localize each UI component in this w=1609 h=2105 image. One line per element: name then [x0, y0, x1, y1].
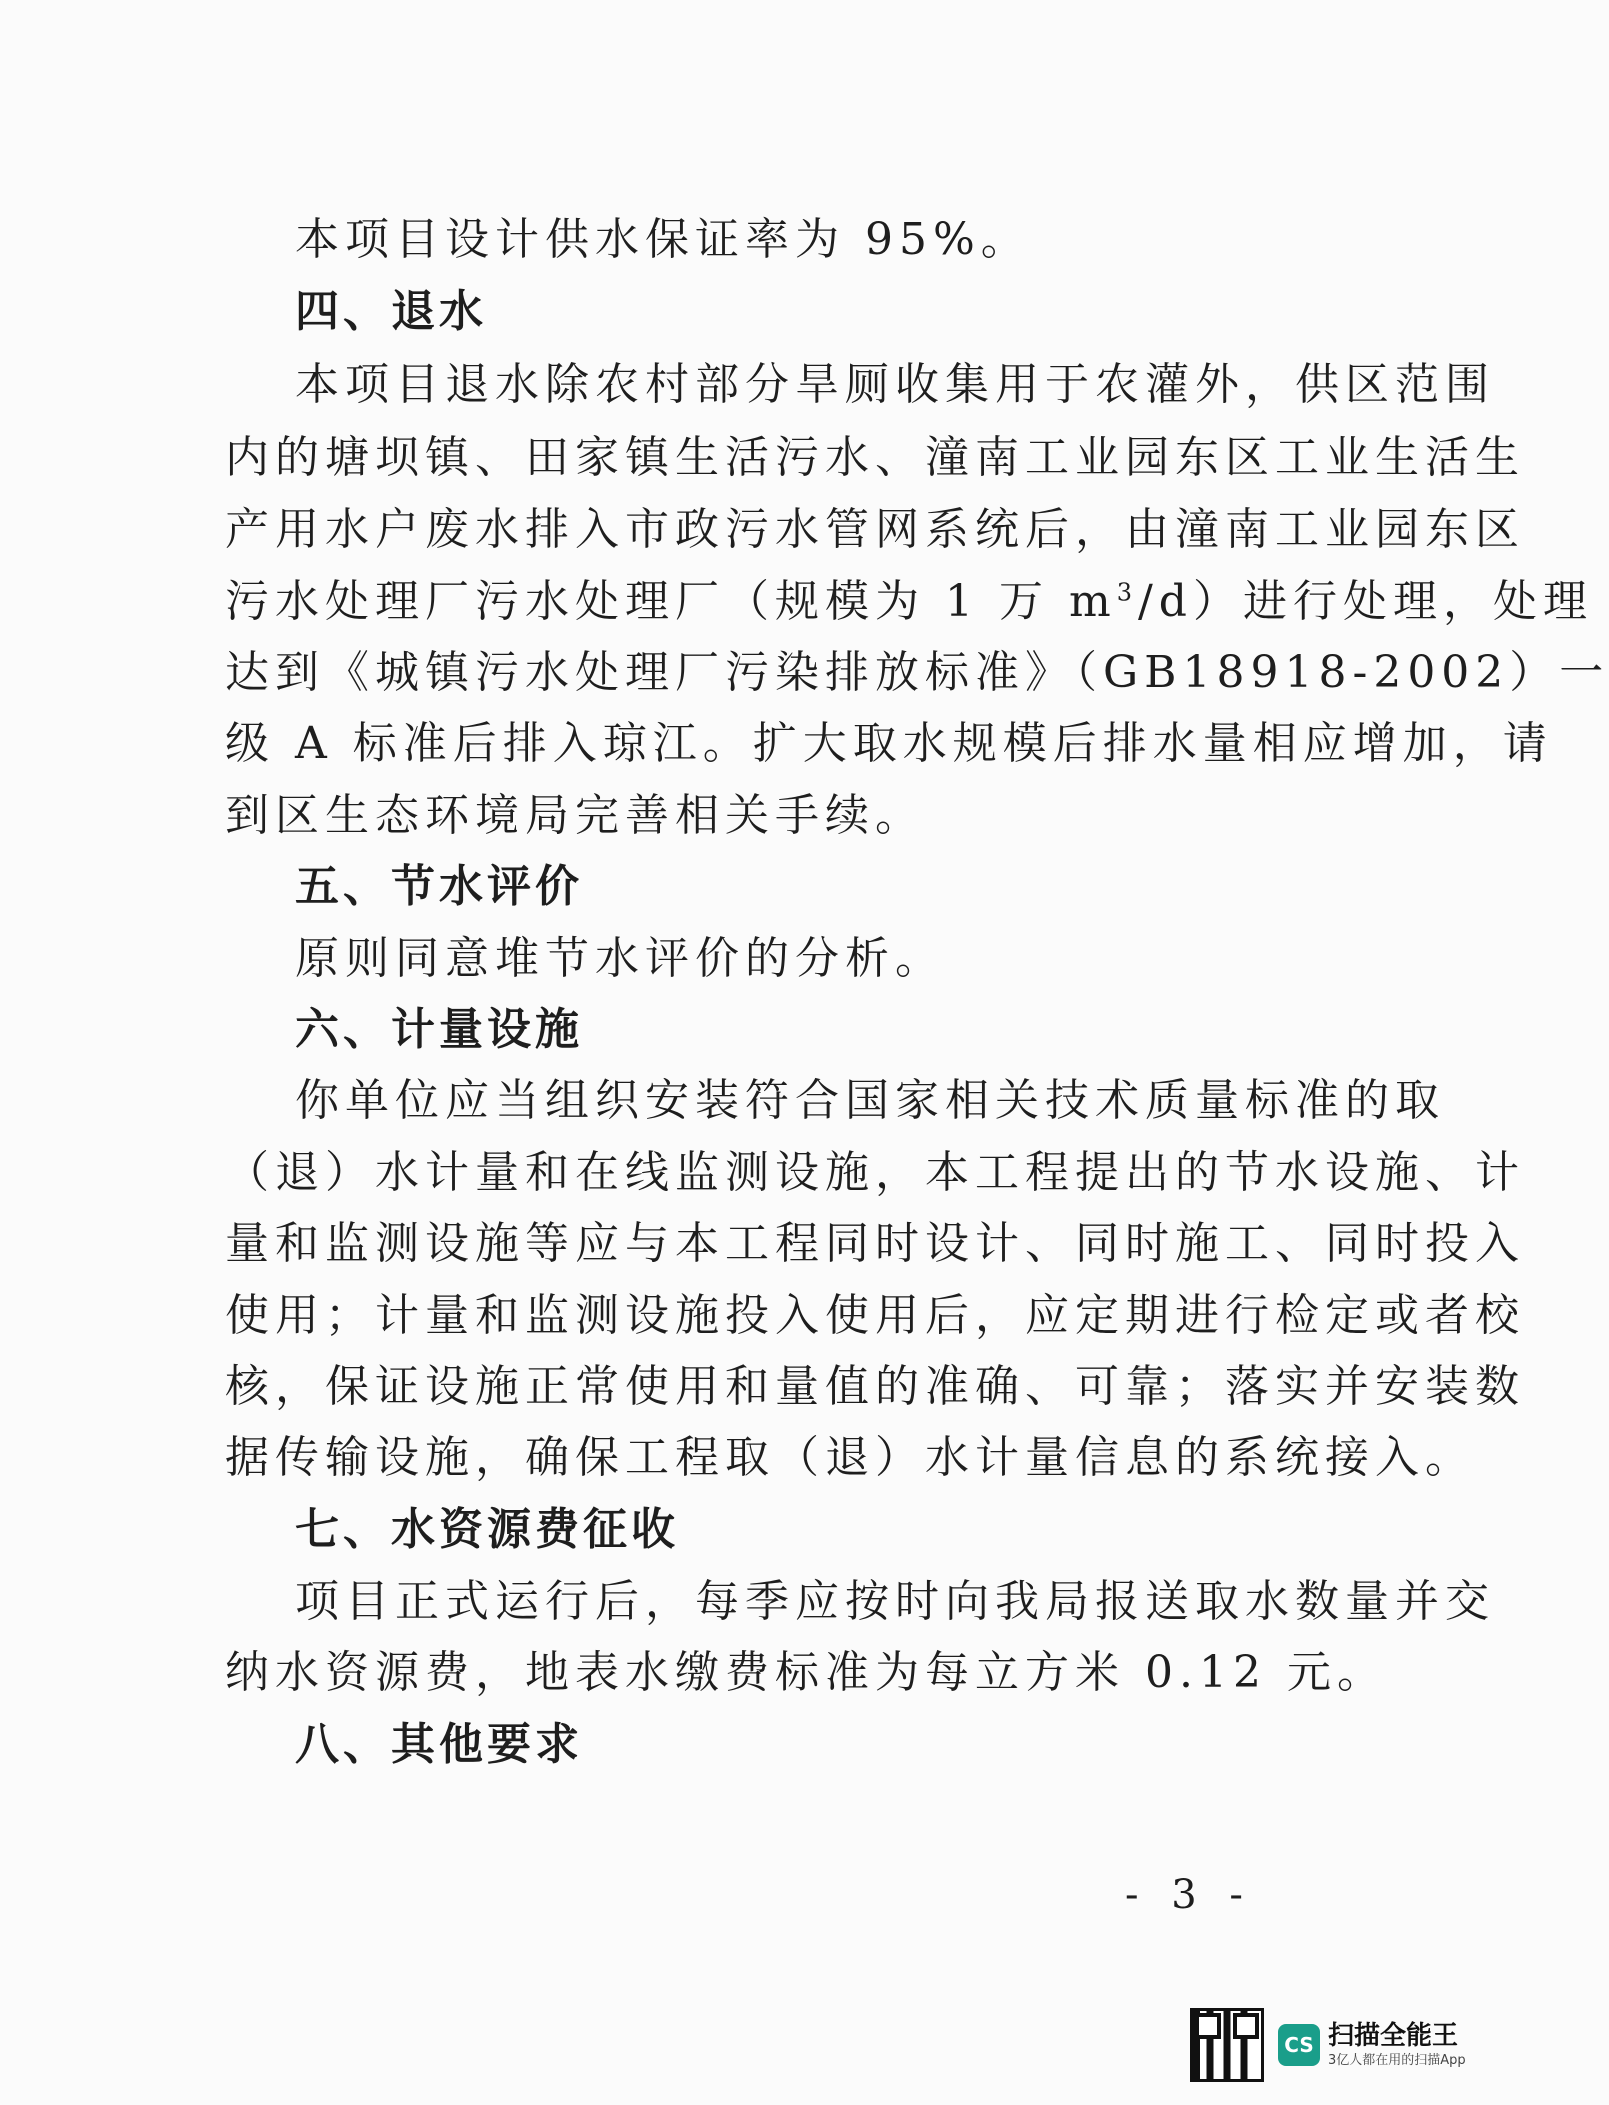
brand-tagline: 3亿人都在用的扫描App	[1328, 2053, 1466, 2068]
brand-block	[1328, 2020, 1466, 2070]
text-line: 本项目设计供水保证率为 95%。	[295, 214, 1031, 265]
text-line: （退）水计量和在线监测设施，本工程提出的节水设施、计	[225, 1147, 1525, 1198]
text-line: 项目正式运行后，每季应按时向我局报送取水数量并交	[295, 1576, 1495, 1627]
cs-logo-icon: CS	[1278, 2024, 1320, 2066]
section-heading: 四、退水	[295, 286, 487, 337]
text-line: 纳水资源费，地表水缴费标准为每立方米 0.12 元。	[225, 1647, 1387, 1698]
text-line: 达到《城镇污水处理厂污染排放标准》（GB18918-2002）一	[225, 647, 1609, 698]
text-line: 核，保证设施正常使用和量值的准确、可靠；落实并安装数	[225, 1361, 1525, 1412]
text-segment: 污水处理厂污水处理厂（规模为 1 万 m	[225, 576, 1117, 627]
page-number: - 3 -	[1125, 1872, 1253, 1918]
text-line: 原则同意堆节水评价的分析。	[295, 933, 945, 984]
text-line: 使用；计量和监测设施投入使用后，应定期进行检定或者校	[225, 1290, 1525, 1341]
section-heading: 八、其他要求	[295, 1719, 583, 1770]
brand-name: 扫描全能王	[1328, 2021, 1459, 2051]
text-line	[225, 572, 1593, 632]
section-heading: 七、水资源费征收	[295, 1504, 679, 1555]
text-line: 级 A 标准后排入琼江。扩大取水规模后排水量相应增加，请	[225, 718, 1553, 769]
text-line: 本项目退水除农村部分旱厕收集用于农灌外，供区范围	[295, 359, 1495, 410]
superscript: 3	[1116, 578, 1138, 607]
text-line: 内的塘坝镇、田家镇生活污水、潼南工业园东区工业生活生	[225, 432, 1525, 483]
section-heading: 五、节水评价	[295, 861, 583, 912]
qr-code-icon	[1190, 2008, 1264, 2082]
text-segment: /d）进行处理，处理	[1137, 576, 1593, 627]
scanner-watermark	[1190, 2005, 1466, 2085]
text-line: 你单位应当组织安装符合国家相关技术质量标准的取	[295, 1075, 1445, 1126]
text-line: 据传输设施，确保工程取（退）水计量信息的系统接入。	[225, 1432, 1475, 1483]
text-line: 到区生态环境局完善相关手续。	[225, 790, 925, 841]
text-line: 产用水户废水排入市政污水管网系统后，由潼南工业园东区	[225, 504, 1525, 555]
section-heading: 六、计量设施	[295, 1004, 583, 1055]
text-line: 量和监测设施等应与本工程同时设计、同时施工、同时投入	[225, 1218, 1525, 1269]
